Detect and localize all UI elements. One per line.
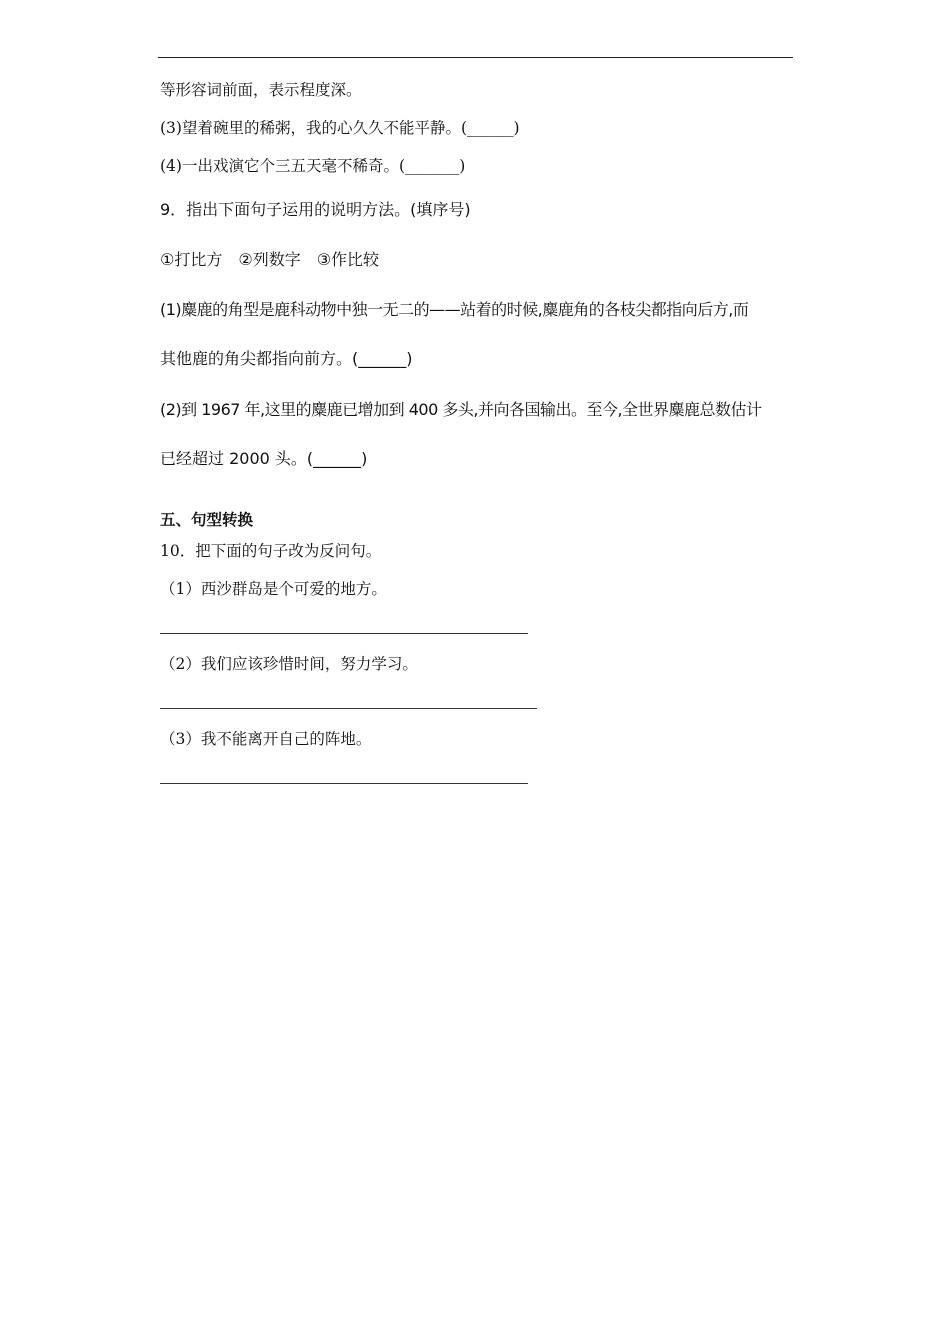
q9-options: ①打比方 ②列数字 ③作比较 xyxy=(160,250,380,269)
q10-answer-line-3[interactable] xyxy=(160,783,528,784)
q9-item-2-line-1: (2)到 1967 年,这里的麋鹿已增加到 400 多头,并向各国输出。至今,全世界麋鹿总数估计 xyxy=(160,400,762,419)
q10-answer-line-1[interactable] xyxy=(160,633,528,634)
q8-item-3: (3)望着碗里的稀粥，我的心久久不能平静。(______) xyxy=(160,119,520,137)
q9-title: 9．指出下面句子运用的说明方法。(填序号) xyxy=(160,200,471,219)
q10-answer-line-2[interactable] xyxy=(160,708,537,709)
q9-item-1-line-2: 其他鹿的角尖都指向前方。(______) xyxy=(160,349,413,368)
q10-item-3: （3）我不能离开自己的阵地。 xyxy=(160,730,372,748)
q10-item-2: （2）我们应该珍惜时间，努力学习。 xyxy=(160,655,418,673)
q9-item-1-line-1: (1)麋鹿的角型是鹿科动物中独一无二的——站着的时候,麋鹿角的各枝尖都指向后方,而 xyxy=(160,300,749,319)
header-rule xyxy=(158,57,793,58)
q8-item-4: (4)一出戏演它个三五天毫不稀奇。(_______) xyxy=(160,157,466,175)
q10-title: 10．把下面的句子改为反问句。 xyxy=(160,542,382,560)
section-5-heading: 五、句型转换 xyxy=(160,511,254,529)
q10-item-1: （1）西沙群岛是个可爱的地方。 xyxy=(160,580,387,598)
q8-continuation: 等形容词前面，表示程度深。 xyxy=(160,81,362,99)
q9-item-2-line-2: 已经超过 2000 头。(______) xyxy=(160,449,368,468)
